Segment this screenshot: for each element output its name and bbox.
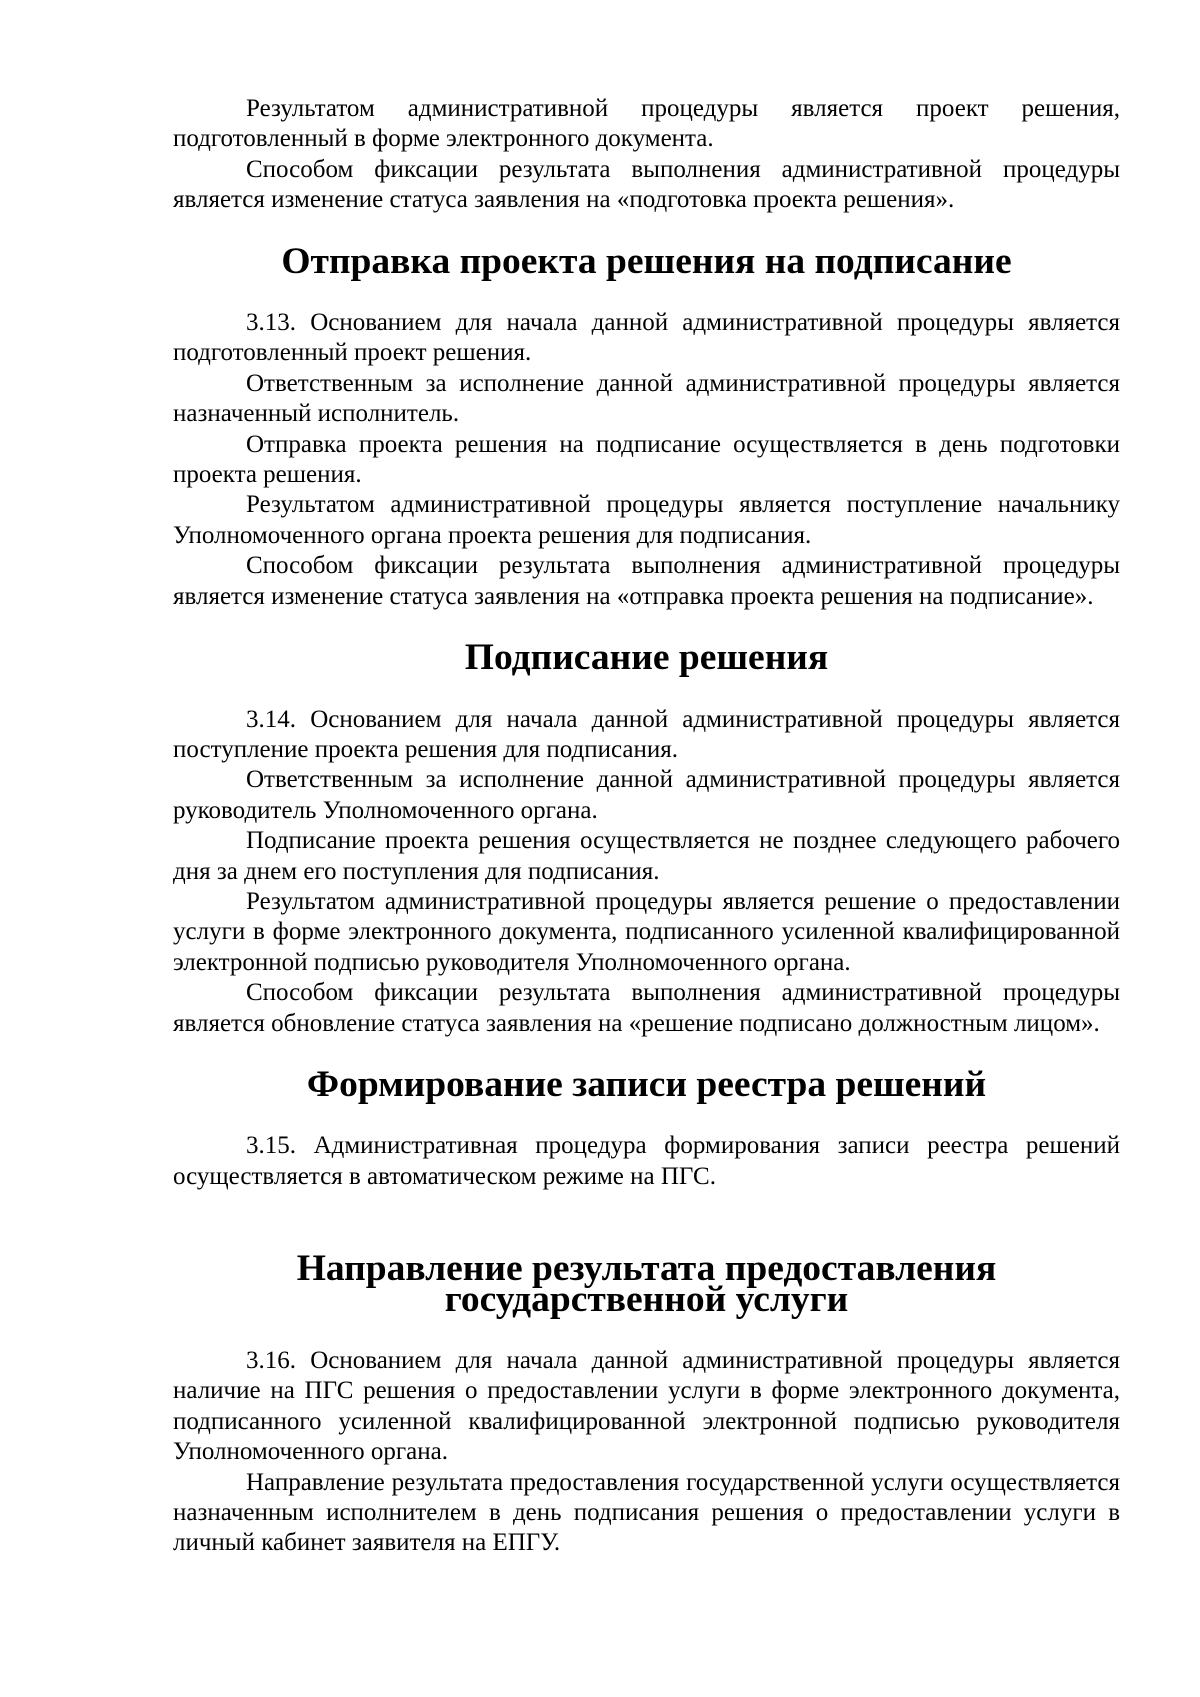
paragraph-3-14-result: Результатом административной процедуры является решение о предоставлении услуги в форме электронного документа, подписанного усиленной квалифицированной электронной подписью руководителя Уполномоченного органа. [173, 887, 1120, 976]
paragraph-3-14-fixation: Способом фиксации результата выполнения административной процедуры является обновление статуса заявления на «решение подписано должностным лицом». [173, 979, 1120, 1037]
document-page [173, 94, 1120, 1559]
paragraph-3-13-fixation: Способом фиксации результата выполнения административной процедуры является изменение статуса заявления на «отправка проекта решения на подписание». [173, 552, 1120, 610]
paragraph-3-15-automatic: 3.15. Административная процедура формирования записи реестра решений осуществляется в автоматическом режиме на ПГС. [173, 1132, 1120, 1190]
paragraph-3-13-responsible: Ответственным за исполнение данной административной процедуры является назначенный исполнитель. [173, 369, 1120, 428]
paragraph-3-16-basis: 3.16. Основанием для начала данной административной процедуры является наличие на ПГС решения о предоставлении услуги в форме электронного документа, подписанного усиленной квалифицированной электронной подписью руководителя Уполномоченного органа. [173, 1347, 1120, 1466]
paragraph-result: Результатом административной процедуры является проект решения, подготовленный в форме электронного документа. [173, 95, 1120, 153]
section-heading-result-delivery: Направление результата предоставления государственной услуги [296, 1248, 997, 1320]
paragraph-3-14-basis: 3.14. Основанием для начала данной административной процедуры является поступление проекта решения для подписания. [173, 705, 1120, 763]
paragraph-fixation: Способом фиксации результата выполнения административной процедуры является изменение статуса заявления на «подготовка проекта решения». [173, 155, 1120, 214]
section-heading-send-for-signing: Отправка проекта решения на подписание [281, 240, 1012, 282]
paragraph-3-13-result: Результатом административной процедуры является поступление начальнику Уполномоченного органа проекта решения для подписания. [173, 491, 1120, 549]
section-heading-registry-record: Формирование записи реестра решений [306, 1063, 987, 1105]
paragraph-3-16-delivery: Направление результата предоставления государственной услуги осуществляется назначенным исполнителем в день подписания решения о предоставлении услуги в личный кабинет заявителя на ЕПГУ. [173, 1468, 1120, 1557]
paragraph-3-14-responsible: Ответственным за исполнение данной административной процедуры является руководитель Уполномоченного органа. [173, 766, 1120, 824]
section-heading-signing: Подписание решения [464, 637, 829, 679]
paragraph-3-14-timing: Подписание проекта решения осуществляется не позднее следующего рабочего дня за днем его поступления для подписания. [173, 827, 1120, 885]
paragraph-3-13-timing: Отправка проекта решения на подписание осуществляется в день подготовки проекта решения. [173, 430, 1120, 489]
paragraph-3-13-basis: 3.13. Основанием для начала данной административной процедуры является подготовленный проект решения. [173, 309, 1120, 367]
